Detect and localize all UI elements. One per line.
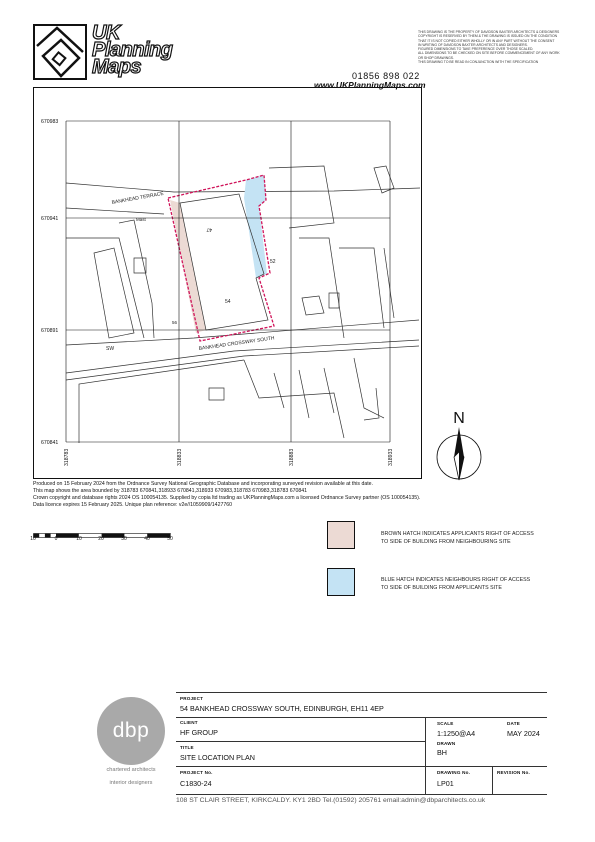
disclaimer-line: COPYRIGHT IS RESERVED BY THEM & THE DRAWING IS ISSUED ON THE CONDITION [418, 34, 558, 39]
blue-hatch-area [244, 175, 267, 278]
disclaimer-line: IN WRITING OF DAVIDSON BAXTER ARCHITECTS AND DESIGNERS. [418, 42, 528, 47]
label-56: 56 [172, 320, 178, 325]
drawn-label: DRAWN [437, 741, 456, 746]
project-value: 54 BANKHEAD CROSSWAY SOUTH, EDINBURGH, EH11 4EP [180, 704, 384, 713]
label-47: 47 [206, 226, 212, 232]
legend-line: BLUE HATCH INDICATES NEIGHBOURS RIGHT OF ACCESS [381, 577, 531, 583]
logo-word-maps: Maps [92, 56, 142, 78]
grid-north-label: 670983 [41, 119, 59, 125]
legend-swatch-blue [327, 568, 355, 596]
copyright-line: Produced on 15 February 2024 from the Ordnance Survey National Geographic Database and incorporating surveyed revision available at this date. [33, 481, 373, 487]
project-no-value: C1830-24 [180, 779, 212, 788]
title-block-rule [176, 692, 547, 693]
grid-east-label: 318883 [289, 448, 295, 466]
brown-hatch-area [170, 200, 206, 333]
scale-bar [33, 527, 173, 535]
project-label: PROJECT [180, 696, 204, 701]
os-grid [66, 121, 390, 442]
disclaimer-line: ALL DIMENSIONS TO BE CHECKED ON SITE BEFORE COMMENCEMENT OF ANY WORK [418, 51, 560, 56]
street-label-bankhead-terrace: BANKHEAD TERRACE [111, 190, 165, 206]
title-label: TITLE [180, 745, 194, 750]
label-52: 52 [270, 259, 276, 265]
scale-value: 1:1250@A4 [437, 729, 476, 738]
revision-no-label: REVISION No. [497, 770, 531, 775]
grid-north-label: 670891 [41, 328, 59, 334]
disclaimer-line: OR SHOP DRAWINGS. [418, 55, 454, 60]
phone-number: 01856 898 022 [352, 71, 420, 81]
company-tagline-2: interior designers [109, 780, 153, 786]
dbp-logo-text: dbp [112, 719, 150, 742]
grid-north-label: 670941 [41, 216, 59, 222]
grid-north-label: 670841 [41, 440, 59, 446]
north-arrow-icon [432, 408, 486, 483]
title-block-rule [176, 794, 547, 795]
title-block-divider [492, 766, 493, 794]
copyright-line: Data licence expires 15 February 2025. Unique plan reference: v2e//1059909/1427760 [33, 502, 232, 508]
disclaimer-line: THIS DRAWING TO BE READ IN CONJUNCTION WITH THE SPECIFICATION [418, 60, 539, 65]
company-tagline-1: chartered architects [106, 767, 156, 773]
client-label: CLIENT [180, 720, 198, 725]
scale-label: 30 [121, 536, 127, 542]
scale-label: 40 [144, 536, 150, 542]
scale-label: 10 [30, 536, 36, 542]
site-map [34, 88, 421, 478]
grid-east-label: 318783 [64, 448, 70, 466]
copyright-line: This map shows the area bounded by 318783 670841,318933 670841,318933 670983,318783 670983,318783 670841 [33, 488, 308, 494]
map-pin-house-icon [35, 26, 85, 78]
scale-label: 10 [76, 536, 82, 542]
drawing-no-value: LP01 [437, 779, 454, 788]
title-block-rule [176, 717, 547, 718]
grid-east-label: 318833 [177, 448, 183, 466]
label-54: 54 [225, 299, 231, 305]
os-copyright-notice [33, 481, 533, 509]
title-block-rule [176, 741, 425, 742]
disclaimer-line: FIGURED DIMENSIONS TO TAKE PREFERENCE OVER THOSE SCALED. [418, 47, 534, 52]
date-label: DATE [507, 721, 520, 726]
street-label-bankhead-crossway-south: BANKHEAD CROSSWAY SOUTH [198, 335, 275, 352]
north-arrow [432, 408, 486, 483]
copyright-line: Crown copyright and database rights 2024 OS 100054135. Supplied by copia ltd trading as UKPlanningMaps.com a licensed Ordnance Survey partner (OS 100054135). [33, 495, 421, 501]
logo-word-uk: UK [92, 22, 120, 44]
scale-label: 20 [98, 536, 104, 542]
label-sw: SW [106, 346, 115, 352]
label-mast: Mast [136, 217, 146, 222]
drawing-no-label: DRAWING No. [437, 770, 471, 775]
scale-label: 0 [54, 536, 58, 542]
north-letter: N [453, 410, 465, 427]
uk-planning-maps-logo-mark [33, 24, 87, 80]
scale-label-tb: SCALE [437, 721, 454, 726]
grid-east-label: 318933 [388, 448, 394, 466]
date-value: MAY 2024 [507, 729, 540, 738]
logo-word-planning: Planning [92, 39, 173, 61]
title-block-divider [425, 717, 426, 794]
website-link[interactable]: www.UKPlanningMaps.com [314, 80, 426, 90]
drawn-value: BH [437, 748, 447, 757]
legend-swatch-brown [327, 521, 355, 549]
copyright-disclaimer [418, 30, 568, 64]
scale-label: 50 [167, 536, 173, 542]
legend-line: TO SIDE OF BUILDING FROM NEIGHBOURING SITE [381, 539, 511, 545]
disclaimer-line: THAT IT IS NOT COPIED EITHER WHOLLY OR IN ANY PART WITHOUT THE CONSENT [418, 38, 555, 43]
legend-line: BROWN HATCH INDICATES APPLICANTS RIGHT OF ACCESS [381, 531, 534, 537]
title-value: SITE LOCATION PLAN [180, 753, 255, 762]
project-no-label: PROJECT No. [180, 770, 213, 775]
legend-line: TO SIDE OF BUILDING FROM APPLICANTS SITE [381, 585, 502, 591]
legend-text-blue [381, 576, 530, 592]
client-value: HF GROUP [180, 728, 218, 737]
legend-text-brown [381, 530, 534, 546]
disclaimer-line: THIS DRAWING IS THE PROPERTY OF DAVIDSON BAXTER ARCHITECTS & DESIGNERS [418, 30, 560, 34]
company-address-footer: 108 ST CLAIR STREET, KIRKCALDY. KY1 2BD Tel.(01592) 205761 email:admin@dbparchitects.co.uk [176, 797, 486, 804]
site-map-frame [33, 87, 422, 479]
